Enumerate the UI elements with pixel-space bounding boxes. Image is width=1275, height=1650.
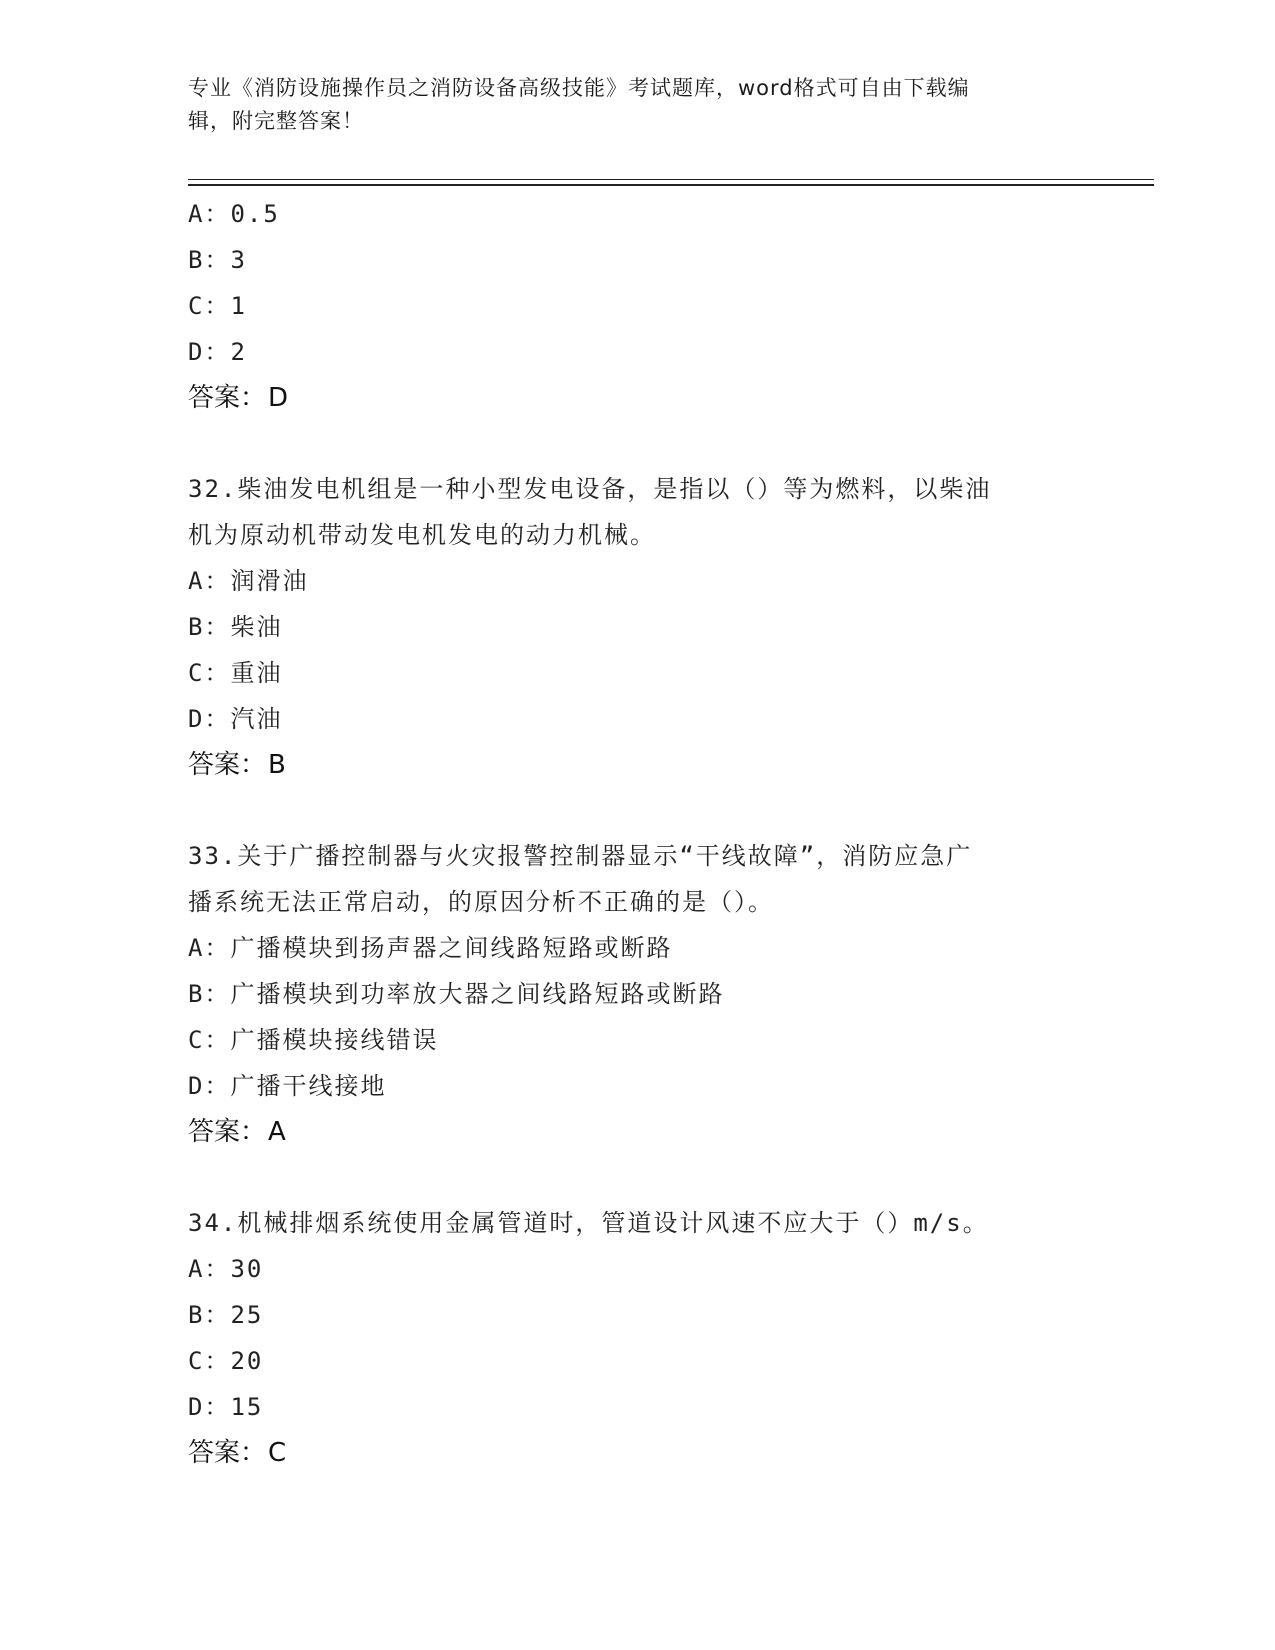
answer-label: 答案：: [188, 750, 267, 780]
answer-line: [188, 1109, 1088, 1155]
option-c: C：20: [188, 1347, 264, 1375]
question-stem: 播系统无法正常启动，的原因分析不正确的是（）。: [188, 888, 774, 916]
document-header: [188, 72, 1088, 138]
question-stem: 33.关于广播控制器与火灾报警控制器显示“干线故障”，消防应急广: [188, 842, 973, 870]
question-34: [188, 1200, 1088, 1476]
option-c: C：1: [188, 292, 247, 320]
question-31: [188, 191, 1088, 421]
option-a: A：30: [188, 1255, 264, 1283]
option-c: C：广播模块接线错误: [188, 1026, 439, 1054]
answer-line: [188, 1430, 1088, 1476]
option-b: B：柴油: [188, 613, 283, 641]
header-line-1: 专业《消防设施操作员之消防设备高级技能》考试题库，word格式可自由下载编: [188, 76, 970, 100]
question-list: [188, 191, 1088, 1476]
question-stem: 机为原动机带动发电机发电的动力机械。: [188, 521, 656, 549]
header-divider-thick: [188, 184, 1154, 186]
option-d: D：15: [188, 1393, 264, 1421]
option-b: B：3: [188, 246, 247, 274]
option-d: D：2: [188, 338, 247, 366]
option-b: B：广播模块到功率放大器之间线路短路或断路: [188, 980, 725, 1008]
option-a: A：广播模块到扬声器之间线路短路或断路: [188, 934, 673, 962]
question-32: [188, 466, 1088, 788]
answer-value: C: [268, 1438, 287, 1468]
answer-line: [188, 742, 1088, 788]
option-c: C：重油: [188, 659, 283, 687]
question-33: [188, 833, 1088, 1155]
answer-label: 答案：: [188, 383, 267, 413]
question-stem: 34.机械排烟系统使用金属管道时，管道设计风速不应大于（）m/s。: [188, 1209, 989, 1237]
option-a: A：0.5: [188, 200, 280, 228]
header-line-2: 辑，附完整答案！: [188, 109, 364, 133]
option-b: B：25: [188, 1301, 264, 1329]
answer-label: 答案：: [188, 1438, 267, 1468]
answer-label: 答案：: [188, 1117, 267, 1147]
answer-value: A: [268, 1117, 286, 1147]
option-d: D：广播干线接地: [188, 1072, 387, 1100]
option-d: D：汽油: [188, 705, 283, 733]
question-stem: 32.柴油发电机组是一种小型发电设备，是指以（）等为燃料，以柴油: [188, 475, 992, 503]
option-a: A：润滑油: [188, 567, 309, 595]
answer-value: B: [268, 750, 286, 780]
answer-value: D: [268, 383, 289, 413]
answer-line: [188, 375, 1088, 421]
header-divider-thin: [188, 179, 1154, 180]
